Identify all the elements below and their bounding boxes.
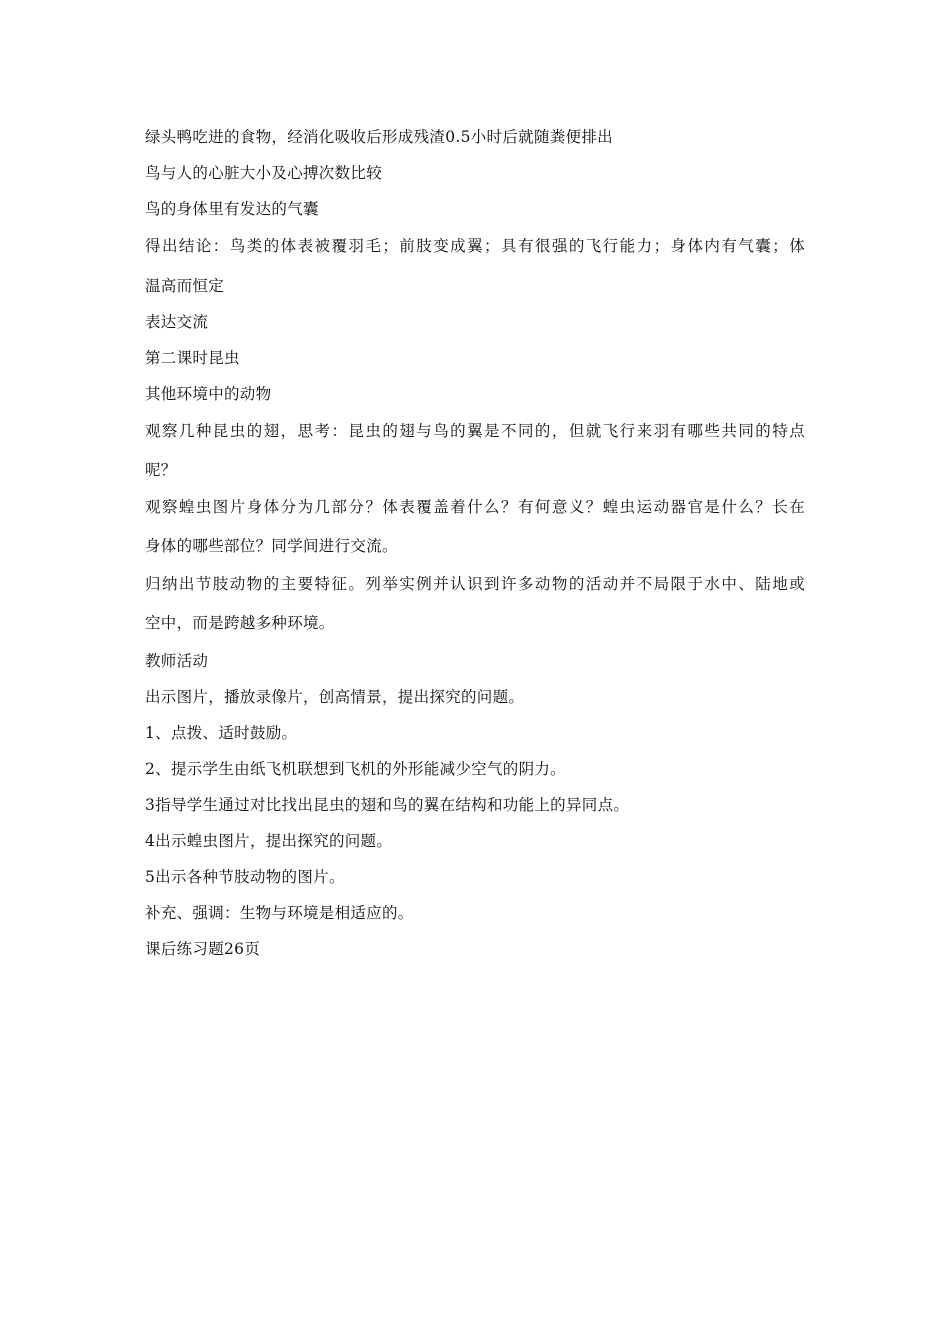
text-line: 教师活动 (145, 652, 209, 670)
text-line: 鸟的身体里有发达的气囊 (145, 200, 319, 218)
text-line: 其他环境中的动物 (145, 385, 272, 403)
text-line: 空中，而是跨越多种环境。 (145, 614, 335, 632)
text-line: 第二课时昆虫 (145, 349, 240, 367)
text-line: 归纳出节肢动物的主要特征。列举实例并认识到许多动物的活动并不局限于水中、陆地或 (145, 575, 805, 593)
text-line: 出示图片，播放录像片，创高情景，提出探究的问题。 (145, 688, 525, 706)
text-line: 绿头鸭吃进的食物，经消化吸收后形成残渣0.5小时后就随粪便排出 (145, 128, 613, 146)
text-line: 表达交流 (145, 313, 209, 331)
text-line: 得出结论：鸟类的体表被覆羽毛；前肢变成翼；具有很强的飞行能力；身体内有气囊；体 (145, 237, 805, 255)
text-line: 鸟与人的心脏大小及心搏次数比较 (145, 164, 383, 182)
text-line: 身体的哪些部位？同学间进行交流。 (145, 537, 398, 555)
text-line: 观察几种昆虫的翅，思考：昆虫的翅与鸟的翼是不同的，但就飞行来羽有哪些共同的特点 (145, 422, 805, 440)
text-line: 3指导学生通过对比找出昆虫的翅和鸟的翼在结构和功能上的异同点。 (145, 796, 630, 814)
text-line: 观察蝗虫图片身体分为几部分？体表覆盖着什么？有何意义？蝗虫运动器官是什么？长在 (145, 498, 805, 516)
text-line: 5出示各种节肢动物的图片。 (145, 868, 345, 886)
text-line: 4出示蝗虫图片，提出探究的问题。 (145, 832, 393, 850)
text-line: 补充、强调：生物与环境是相适应的。 (145, 904, 414, 922)
text-line: 1、点拨、适时鼓励。 (145, 724, 298, 742)
text-line: 呢？ (145, 461, 177, 479)
text-line: 课后练习题26页 (145, 940, 261, 958)
text-line: 温高而恒定 (145, 277, 225, 295)
text-line: 2、提示学生由纸飞机联想到飞机的外形能减少空气的阴力。 (145, 760, 566, 778)
